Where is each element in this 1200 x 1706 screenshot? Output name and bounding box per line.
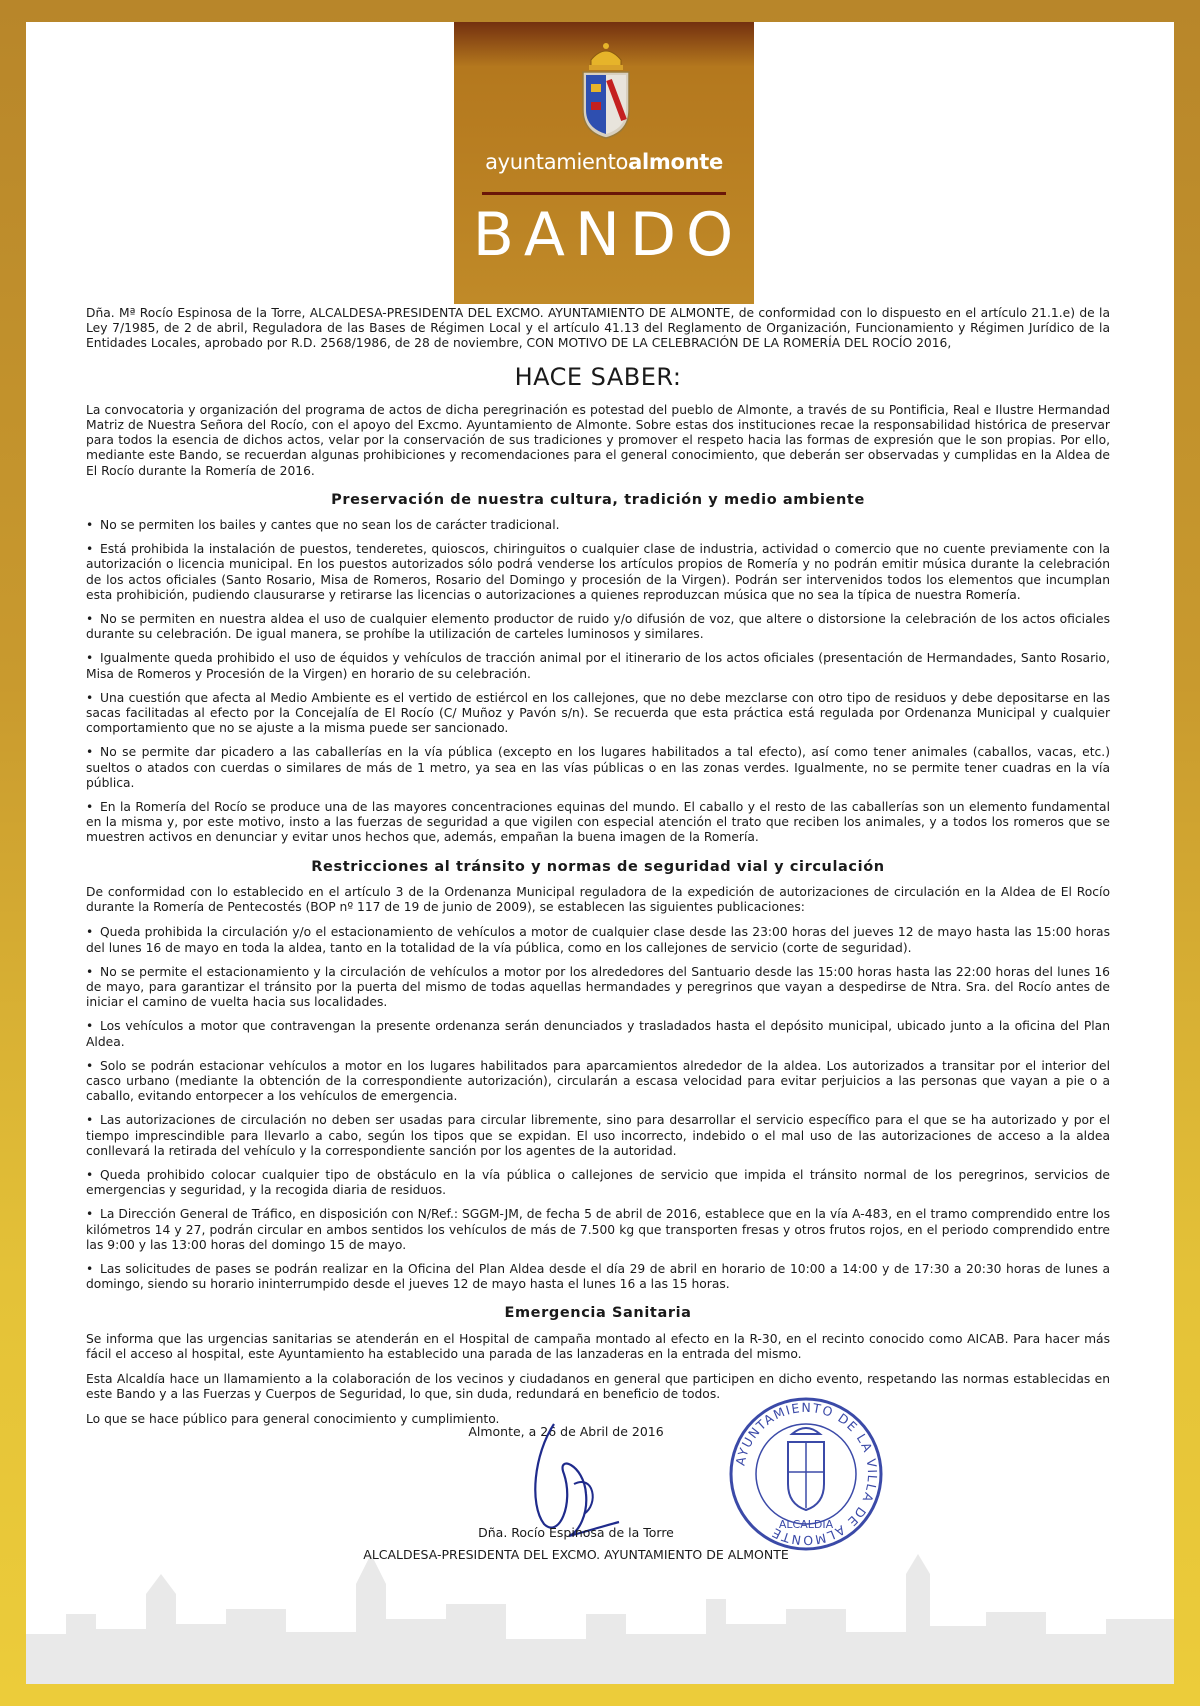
list-item: • Queda prohibida la circulación y/o el estacionamiento de vehículos a motor de cualquier clase desde las 23:00 horas del jueves 12 de mayo hasta las 15:00 horas del lunes 16 de mayo en toda la aldea, tanto en la totalidad de la vía pública, como en los callejones de servicio (corte de seguridad). (86, 925, 1110, 955)
list-item: • Queda prohibido colocar cualquier tipo de obstáculo en la vía pública o callejones de servicio que impida el tránsito normal de los peregrinos, servicios de emergencias y seguridad, y la recogida diaria de residuos. (86, 1167, 1110, 1198)
signatory-title: ALCALDESA-PRESIDENTA DEL EXCMO. AYUNTAMIENTO DE ALMONTE (363, 1547, 789, 1562)
list-item: • Está prohibida la instalación de puestos, tenderetes, quioscos, chiringuitos o cualquier clase de industria, actividad o comercio que no cuente previamente con la autorización o licencia municipal. En los puestos autorizados sólo podrá venderse los artículos propios de Romería y no podrán emitir música durante la celebración de los actos oficiales (Santo Rosario, Misa de Romeros, Rosario del Domingo y procesión de la Virgen). Podrán ser intervenidos todos los elementos que incumplan esta prohibición, pudiendo clausurarse y retirarse las licencias o autorizaciones a quienes reproduzcan música que no sea la típica de nuestra Romería. (86, 542, 1110, 602)
traffic-list (86, 925, 1110, 1292)
hace-saber-heading: HACE SABER: (514, 362, 682, 391)
list-item: • No se permite el estacionamiento y la circulación de vehículos a motor por los alrededores del Santuario desde las 15:00 horas hasta las 22:00 horas del lunes 16 de mayo, para garantizar el tránsito por la puerta del mismo de todas aquellas hermandades y peregrinos que vayan a despedirse de Ntra. Sra. del Rocío antes de iniciar el camino de vuelta hacia sus localidades. (86, 964, 1110, 1010)
culture-list (86, 518, 1110, 846)
section-heading-health: Emergencia Sanitaria (504, 1305, 692, 1322)
list-item: • Las autorizaciones de circulación no deben ser usadas para circular libremente, sino para desarrollar el servicio específico para el que se ha autorizado y por el tiempo imprescindible para llevarlo a cabo, según los tipos que se expidan. El uso incorrecto, indebido o el mal uso de las autorizaciones de acceso a la aldea conllevará la retirada del vehículo y la correspondiente sanción por los agentes de la autoridad. (86, 1113, 1110, 1158)
traffic-lead-paragraph: De conformidad con lo establecido en el artículo 3 de la Ordenanza Municipal reguladora de la expedición de autorizaciones de circulación en la Aldea de El Rocío durante la Romería de Pentecostés (BOP nº 117 de 19 de junio de 2009), se establecen las siguientes publicaciones: (86, 884, 1110, 915)
list-item: • No se permiten los bailes y cantes que no sean los de carácter tradicional. (86, 518, 560, 533)
header-block (454, 22, 754, 304)
list-item: • Los vehículos a motor que contravengan la presente ordenanza serán denunciados y trasladados hasta el depósito municipal, ubicado junto a la oficina del Plan Aldea. (86, 1019, 1110, 1049)
closing-paragraph: Esta Alcaldía hace un llamamiento a la colaboración de los vecinos y ciudadanos en general que participen en dicho evento, respetando las normas establecidas en este Bando y a las Fuerzas y Cuerpos de Seguridad, lo que, sin duda, redundará en beneficio de todos. (86, 1371, 1110, 1402)
section-heading-culture: Preservación de nuestra cultura, tradición y medio ambiente (331, 491, 865, 508)
brand-light: ayuntamiento (485, 150, 629, 174)
preamble-paragraph: La convocatoria y organización del programa de actos de dicha peregrinación es potestad del pueblo de Almonte, a través de su Pontificia, Real e Ilustre Hermandad Matriz de Nuestra Señora del Rocío, con el apoyo del Excmo. Ayuntamiento de Almonte. Sobre estas dos instituciones recae la responsabilidad histórica de preservar para todos la esencia de dichos actos, velar por la conservación de sus tradiciones y promover el respeto hacia las formas de expresión que le son propias. Por ello, mediante este Bando, se recuerdan algunas prohibiciones y recomendaciones para el general conocimiento, que deberán ser observadas y cumplidas en la Aldea de El Rocío durante la Romería de 2016. (86, 402, 1110, 478)
signatory-name: Dña. Rocío Espinosa de la Torre (478, 1525, 674, 1540)
list-item: • No se permite dar picadero a las caballerías en la vía pública (excepto en los lugares habilitados a tal efecto), así como tener animales (caballos, vacas, etc.) sueltos o atados con cuerdas o similares de más de 1 metro, ya sea en las vías públicas o en las zonas verdes. Igualmente, no se permite tener cuadras en la vía pública. (86, 745, 1110, 790)
section-heading-traffic: Restricciones al tránsito y normas de seguridad vial y circulación (311, 858, 885, 875)
brand-wordmark (454, 150, 754, 174)
list-item: • Igualmente queda prohibido el uso de équidos y vehículos de tracción animal por el itinerario de los actos oficiales (presentación de Hermandades, Santo Rosario, Misa de Romeros y Procesión de la Virgen) en horario de su celebración. (86, 651, 1110, 681)
brand-bold: almonte (628, 150, 723, 174)
document-page (26, 22, 1174, 1684)
document-title: BANDO (472, 200, 744, 270)
list-item: • Solo se podrán estacionar vehículos a motor en los lugares habilitados para aparcamientos alrededor de la aldea. Los autorizados a transitar por el interior del casco urbano (mediante la obtención de la correspondiente autorización), circularán a escasa velocidad para evitar perjuicios a las personas que vayan a pie o a caballo, evitando entorpecer a los vehículos de emergencia. (86, 1058, 1110, 1104)
list-item: • En la Romería del Rocío se produce una de las mayores concentraciones equinas del mundo. El caballo y el resto de las caballerías son un elemento fundamental en la misma y, por este motivo, insto a las fuerzas de seguridad a que vigilen con especial atención el trato que reciben los animales, y a todos los romeros que se muestren activos en denunciar y evitar unos hechos que, además, empañan la buena imagen de la Romería. (86, 800, 1110, 845)
coat-of-arms-icon (579, 40, 633, 140)
brand-divider (482, 192, 726, 195)
list-item: • No se permiten en nuestra aldea el uso de cualquier elemento productor de ruido y/o difusión de voz, que altere o distorsione la celebración de los actos oficiales durante su celebración. De igual manera, se prohíbe la utilización de carteles luminosos y similares. (86, 612, 1110, 642)
place-date: Almonte, a 26 de Abril de 2016 (468, 1424, 664, 1439)
intro-paragraph: Dña. Mª Rocío Espinosa de la Torre, ALCALDESA-PRESIDENTA DEL EXCMO. AYUNTAMIENTO DE ALMONTE, de conformidad con lo dispuesto en el artículo 21.1.e) de la Ley 7/1985, de 2 de abril, Reguladora de las Bases de Régimen Local y el artículo 41.13 del Reglamento de Organización, Funcionamiento y Régimen Jurídico de la Entidades Locales, aprobado por R.D. 2568/1986, de 28 de noviembre, CON MOTIVO DE LA CELEBRACIÓN DE LA ROMERÍA DEL ROCÍO 2016, (86, 306, 1110, 351)
document-body (86, 302, 1110, 1438)
stamp-ring-text: AYUNTAMIENTO DE LA VILLA DE ALMONTE (732, 1399, 881, 1549)
list-item: • Una cuestión que afecta al Medio Ambiente es el vertido de estiércol en los callejones, que no debe mezclarse con otro tipo de residuos y debe depositarse en las sacas facilitadas al efecto por la Concejalía de El Rocío (C/ Muñoz y Pavón s/n). Se recuerda que esta práctica está regulada por Ordenanza Municipal y cualquier comportamiento que no se ajuste a la misma puede ser sancionado. (86, 690, 1110, 736)
list-item: • Las solicitudes de pases se podrán realizar en la Oficina del Plan Aldea desde el día 29 de abril en horario de 10:00 a 14:00 y de 17:30 a 20:30 horas de lunes a domingo, siendo su horario ininterrumpido desde el jueves 12 de mayo hasta el lunes 16 a las 15 horas. (86, 1261, 1110, 1292)
health-paragraph: Se informa que las urgencias sanitarias se atenderán en el Hospital de campaña montado al efecto en la R-30, en el recinto conocido como AICAB. Para hacer más fácil el acceso al hospital, este Ayuntamiento ha establecido una parada de las lanzaderas en la entrada del mismo. (86, 1331, 1110, 1361)
closing-statement: Lo que se hace público para general conocimiento y cumplimiento. (86, 1412, 500, 1427)
list-item: • La Dirección General de Tráfico, en disposición con N/Ref.: SGGM-JM, de fecha 5 de abril de 2016, establece que en la vía A-483, en el tramo comprendido entre los kilómetros 14 y 27, podrán circular en ambos sentidos los vehículos de más de 7.500 kg que transporten fresas y otros frutos rojos, en el periodo comprendido entre las 9:00 y las 13:00 horas del domingo 15 de mayo. (86, 1207, 1110, 1252)
stamp-center-text: ALCALDIA (778, 1518, 834, 1531)
